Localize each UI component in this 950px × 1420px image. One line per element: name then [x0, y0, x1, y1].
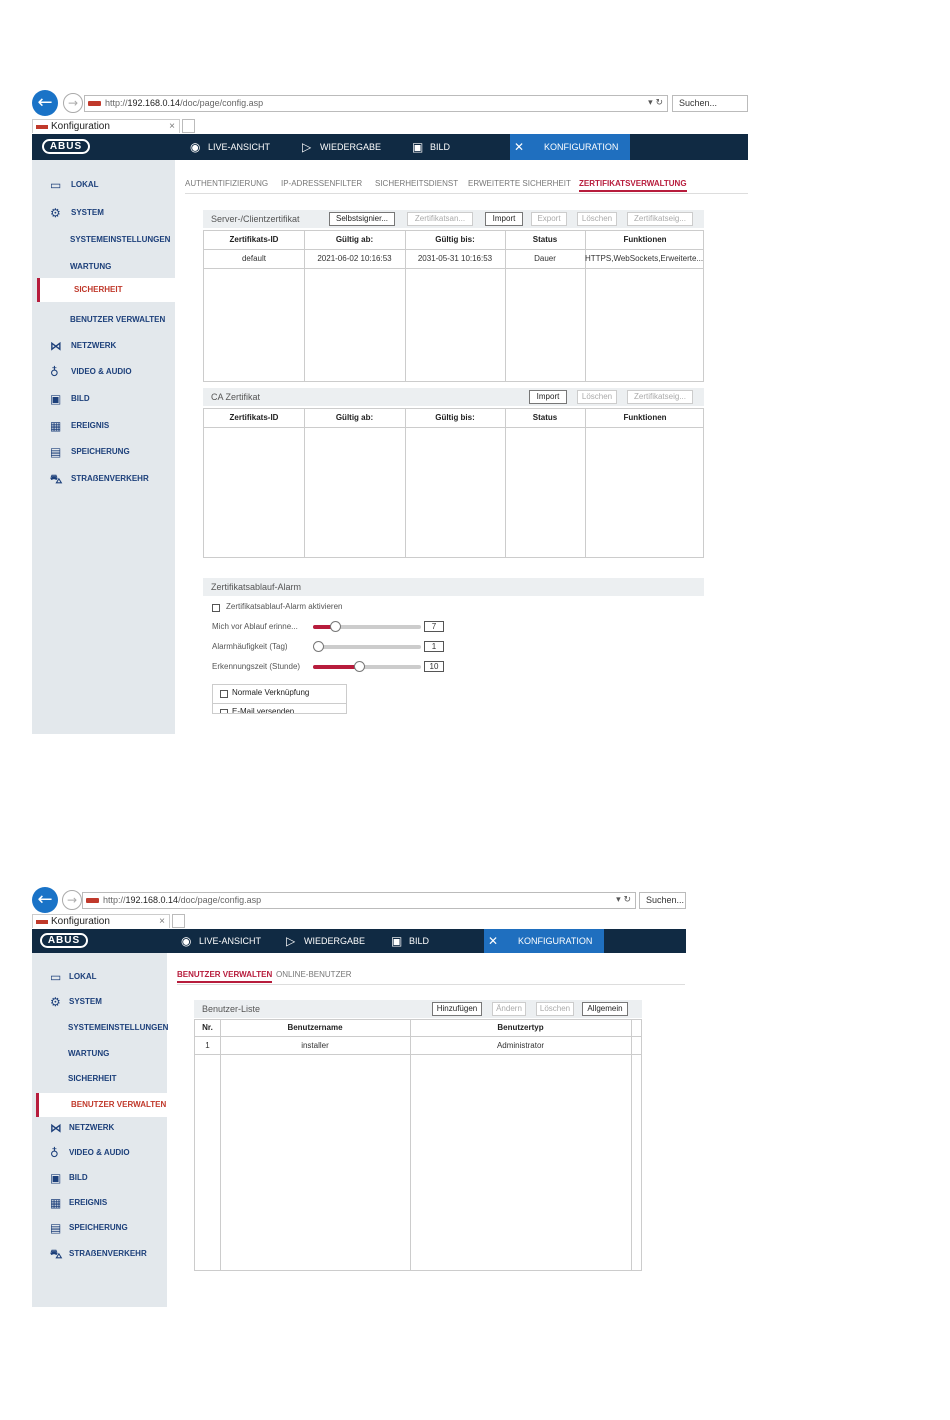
tab-zertifikatsverwaltung[interactable]: ZERTIFIKATSVERWALTUNG [579, 176, 687, 192]
nav-label: BILD [430, 142, 451, 152]
nav-bild[interactable] [387, 929, 429, 953]
cert-properties-button[interactable]: Zertifikatseig... [627, 212, 693, 226]
user-list-panel-header [194, 1000, 642, 1018]
ca-cert-table [203, 408, 704, 558]
edit-user-button[interactable]: Ändern [492, 1002, 526, 1016]
abus-logo: ABUS [40, 933, 88, 948]
monitor-icon: ▭ [50, 970, 62, 984]
sidebar-item-strassenverkehr[interactable] [32, 471, 175, 487]
sidebar-item-bild[interactable] [32, 1170, 167, 1186]
sidebar-item-sicherheit[interactable] [32, 1071, 167, 1087]
column-divider [585, 409, 586, 557]
url-field[interactable] [82, 892, 636, 909]
nav-label: KONFIGURATION [518, 936, 593, 946]
sidebar-item-system[interactable] [32, 994, 167, 1010]
column-divider [631, 1020, 632, 1270]
detection-time-value[interactable]: 10 [424, 661, 444, 672]
cert-request-button[interactable]: Zertifikatsan... [407, 212, 473, 226]
subtab-bar [177, 965, 685, 985]
favicon-icon [36, 920, 48, 924]
sidebar-item-speicherung[interactable] [32, 444, 175, 460]
column-header: Status [532, 413, 558, 422]
divider [213, 703, 346, 704]
tab-online-benutzer[interactable]: ONLINE-BENUTZER [276, 970, 352, 979]
cert-expiry-alarm-header: Zertifikatsablauf-Alarm [203, 578, 704, 596]
slider-knob[interactable] [354, 661, 365, 672]
nav-label: WIEDERGABE [320, 142, 382, 152]
column-header: Funktionen [623, 235, 667, 244]
row-divider [204, 427, 703, 428]
sidebar-item-label: VIDEO & AUDIO [69, 1148, 130, 1157]
calendar-icon: ▦ [50, 419, 62, 433]
play-icon: ▷ [302, 140, 312, 154]
tools-icon: ✕ [488, 934, 499, 948]
nav-label: WIEDERGABE [304, 936, 366, 946]
sidebar-item-label: LOKAL [71, 180, 99, 189]
remind-before-value[interactable]: 7 [424, 621, 444, 632]
url-field[interactable] [84, 95, 668, 112]
sidebar-item-label: WARTUNG [70, 262, 112, 271]
sidebar-item-label: SYSTEMEINSTELLUNGEN [70, 235, 171, 244]
nav-konfiguration[interactable] [484, 929, 604, 953]
ca-delete-button[interactable]: Löschen [577, 390, 617, 404]
network-icon: ⋈ [50, 1121, 62, 1135]
new-tab-icon[interactable] [182, 119, 195, 133]
alarm-frequency-label: Alarmhäufigkeit (Tag) [212, 642, 288, 651]
browser-tab-row [32, 119, 748, 133]
network-icon: ⋈ [50, 339, 62, 353]
slider-fill [313, 665, 359, 669]
sidebar-item-benutzer-verwalten[interactable] [32, 312, 175, 328]
car-icon: ⛍ [50, 472, 63, 486]
image-icon: ▣ [391, 934, 403, 948]
sidebar-item-benutzer-verwalten[interactable] [36, 1093, 169, 1117]
column-header: Nr. [202, 1023, 213, 1032]
abus-logo: ABUS [42, 139, 90, 154]
subtab-bar [185, 174, 748, 194]
delete-button[interactable]: Löschen [577, 212, 617, 226]
nav-label: LIVE-ANSICHT [208, 142, 271, 152]
user-table [194, 1019, 642, 1271]
screenshot-top [32, 92, 748, 734]
storage-icon: ▤ [50, 445, 62, 459]
image-icon: ▣ [412, 140, 424, 154]
sidebar-item-label: BILD [71, 394, 90, 403]
search-input[interactable]: Suchen... [639, 892, 686, 909]
enable-alarm-label: Zertifikatsablauf-Alarm aktivieren [226, 602, 343, 611]
remind-before-label: Mich vor Ablauf erinne... [212, 622, 298, 631]
column-divider [220, 1020, 221, 1270]
browser-tab-row [32, 914, 686, 928]
tab-sicherheitsdienst[interactable]: SICHERHEITSDIENST [375, 179, 459, 188]
sidebar-item-video-audio[interactable] [32, 1145, 167, 1161]
column-header: Zertifikats-ID [229, 413, 279, 422]
close-icon[interactable]: × [169, 121, 175, 132]
table-cell[interactable]: 2031-05-31 10:16:53 [417, 254, 493, 263]
gear-icon: ⚙ [50, 995, 61, 1009]
normal-linkage-checkbox[interactable] [220, 690, 228, 698]
column-divider [505, 409, 506, 557]
sidebar-item-label: NETZWERK [71, 341, 117, 350]
import-button[interactable]: Import [485, 212, 523, 226]
image-icon: ▣ [50, 392, 62, 406]
storage-icon: ▤ [50, 1221, 62, 1235]
sidebar-item-label: SYSTEM [71, 208, 104, 217]
sidebar-item-netzwerk[interactable] [32, 1120, 167, 1136]
slider-knob[interactable] [330, 621, 341, 632]
sidebar-item-label: NETZWERK [69, 1123, 115, 1132]
sidebar-item-label: STRAẞENVERKEHR [71, 474, 149, 483]
column-header: Gültig ab: [335, 235, 374, 244]
sidebar-item-label: WARTUNG [68, 1049, 110, 1058]
url-host: 192.168.0.14 [127, 98, 181, 108]
forward-arrow-icon[interactable]: → [62, 890, 82, 910]
self-signed-button[interactable]: Selbstsignier... [329, 212, 395, 226]
delete-user-button[interactable]: Löschen [536, 1002, 574, 1016]
table-cell[interactable]: HTTPS,WebSockets,Erweiterte... [585, 254, 704, 263]
sidebar-item-systemeinstellungen[interactable] [32, 1020, 167, 1036]
column-header: Gültig ab: [335, 413, 374, 422]
eye-icon: ◉ [190, 140, 201, 154]
sidebar-item-label: SYSTEM [69, 997, 102, 1006]
tab-benutzer-verwalten[interactable]: BENUTZER VERWALTEN [177, 967, 272, 983]
gear-icon: ⚙ [50, 206, 61, 220]
column-header: Zertifikats-ID [229, 235, 279, 244]
sidebar-item-sicherheit[interactable] [37, 278, 180, 302]
sidebar-item-bild[interactable] [32, 391, 175, 407]
add-user-button[interactable]: Hinzufügen [432, 1002, 482, 1016]
nav-label: LIVE-ANSICHT [199, 936, 262, 946]
column-header: Funktionen [623, 413, 667, 422]
favicon-icon [36, 125, 48, 129]
sidebar-item-ereignis[interactable] [32, 1195, 167, 1211]
enable-alarm-checkbox[interactable] [212, 604, 220, 612]
column-divider [410, 1020, 411, 1270]
server-cert-panel-header [203, 210, 704, 228]
nav-live-ansicht[interactable] [177, 929, 261, 953]
refresh-icon[interactable]: ▾ ↻ [648, 98, 663, 108]
refresh-icon[interactable]: ▾ ↻ [616, 895, 631, 905]
eye-icon: ◉ [181, 934, 192, 948]
url-prefix: http:// [103, 895, 126, 905]
browser-tab[interactable] [32, 914, 170, 928]
column-header: Status [532, 235, 558, 244]
column-divider [405, 409, 406, 557]
slider-knob[interactable] [313, 641, 324, 652]
sidebar-item-label: BENUTZER VERWALTEN [70, 315, 166, 324]
top-navigation [32, 929, 686, 953]
sidebar-item-label: SICHERHEIT [68, 1074, 117, 1083]
nav-label: BILD [409, 936, 430, 946]
sidebar-item-label: VIDEO & AUDIO [71, 367, 132, 376]
column-header: Gültig bis: [435, 235, 475, 244]
url-path: /doc/page/config.asp [178, 895, 262, 905]
linkage-options-box [212, 684, 347, 714]
url-prefix: http:// [105, 98, 128, 108]
forward-arrow-icon[interactable]: → [63, 93, 83, 113]
search-input[interactable]: Suchen... [672, 95, 748, 112]
table-cell[interactable]: Administrator [496, 1041, 545, 1050]
table-cell[interactable]: 1 [205, 1041, 210, 1050]
tab-erweiterte-sicherheit[interactable]: ERWEITERTE SICHERHEIT [468, 179, 571, 188]
row-divider [204, 268, 703, 269]
back-arrow-icon[interactable]: ← [32, 887, 58, 913]
column-header: Benutzertyp [497, 1023, 544, 1032]
monitor-icon: ▭ [50, 178, 62, 192]
sidebar-item-lokal[interactable] [32, 177, 175, 193]
new-tab-icon[interactable] [172, 914, 185, 928]
nav-label: KONFIGURATION [544, 142, 619, 152]
ca-cert-properties-button[interactable]: Zertifikatseig... [627, 390, 693, 404]
sidebar-item-label: SICHERHEIT [74, 285, 123, 294]
nav-bild[interactable] [408, 134, 450, 160]
top-navigation [32, 134, 748, 160]
tab-ip-adressenfilter[interactable]: IP-ADRESSENFILTER [281, 179, 363, 188]
sidebar-item-systemeinstellungen[interactable] [32, 232, 175, 248]
column-divider [304, 409, 305, 557]
car-icon: ⛍ [50, 1247, 63, 1261]
url-path: /doc/page/config.asp [180, 98, 264, 108]
sidebar-item-label: BILD [69, 1173, 88, 1182]
back-arrow-icon[interactable]: ← [32, 90, 58, 116]
panel-title: Benutzer-Liste [202, 1004, 261, 1014]
panel-title: Server-/Clientzertifikat [211, 214, 300, 224]
nav-wiedergabe[interactable] [298, 134, 381, 160]
sidebar-item-label: BENUTZER VERWALTEN [71, 1100, 167, 1109]
send-email-label: E-Mail versenden [232, 707, 295, 714]
sidebar [32, 160, 175, 734]
sidebar-item-label: EREIGNIS [71, 421, 110, 430]
tools-icon: ✕ [514, 140, 525, 154]
microphone-icon: ♁ [50, 1146, 59, 1160]
sidebar-item-strassenverkehr[interactable] [32, 1246, 167, 1262]
nav-live-ansicht[interactable] [186, 134, 270, 160]
ca-cert-panel-header [203, 388, 704, 406]
sidebar-item-label: LOKAL [69, 972, 97, 981]
nav-wiedergabe[interactable] [282, 929, 365, 953]
ca-import-button[interactable]: Import [529, 390, 567, 404]
general-button[interactable]: Allgemein [582, 1002, 628, 1016]
tab-authentifizierung[interactable]: AUTHENTIFIZIERUNG [185, 179, 269, 188]
nav-konfiguration[interactable] [510, 134, 630, 160]
image-icon: ▣ [50, 1171, 62, 1185]
sidebar-item-label: STRAẞENVERKEHR [69, 1249, 147, 1258]
table-cell[interactable]: Dauer [534, 254, 556, 263]
sidebar-item-wartung[interactable] [32, 259, 175, 275]
sidebar-item-wartung[interactable] [32, 1046, 167, 1062]
sidebar-item-label: SPEICHERUNG [69, 1223, 128, 1232]
browser-address-bar [32, 92, 748, 114]
server-cert-table [203, 230, 704, 382]
calendar-icon: ▦ [50, 1196, 62, 1210]
sidebar-item-lokal[interactable] [32, 969, 167, 985]
export-button[interactable]: Export [531, 212, 567, 226]
lock-icon [88, 101, 101, 106]
sidebar-item-speicherung[interactable] [32, 1220, 167, 1236]
url-host: 192.168.0.14 [125, 895, 179, 905]
sidebar [32, 953, 167, 1307]
play-icon: ▷ [286, 934, 296, 948]
sidebar-item-video-audio[interactable] [32, 364, 175, 380]
send-email-checkbox[interactable] [220, 709, 228, 714]
column-header: Benutzername [287, 1023, 343, 1032]
sidebar-item-netzwerk[interactable] [32, 338, 175, 354]
panel-title: CA Zertifikat [211, 392, 261, 402]
detection-time-slider[interactable] [313, 665, 421, 669]
sidebar-item-label: EREIGNIS [69, 1198, 108, 1207]
table-cell[interactable]: 2021-06-02 10:16:53 [317, 254, 392, 263]
remind-before-slider[interactable] [313, 625, 421, 629]
alarm-frequency-slider[interactable] [313, 645, 421, 649]
browser-tab-title: Konfiguration [51, 121, 110, 132]
browser-tab-title: Konfiguration [51, 916, 110, 927]
table-cell[interactable]: installer [301, 1041, 329, 1050]
microphone-icon: ♁ [50, 365, 59, 379]
browser-tab[interactable] [32, 119, 180, 133]
sidebar-item-system[interactable] [32, 205, 175, 221]
browser-address-bar [32, 889, 686, 911]
sidebar-item-label: SYSTEMEINSTELLUNGEN [68, 1023, 169, 1032]
table-cell[interactable]: default [241, 254, 267, 263]
close-icon[interactable]: × [159, 916, 165, 927]
detection-time-label: Erkennungszeit (Stunde) [212, 662, 301, 671]
sidebar-item-label: SPEICHERUNG [71, 447, 130, 456]
alarm-frequency-value[interactable]: 1 [424, 641, 444, 652]
normal-linkage-label: Normale Verknüpfung [232, 688, 310, 697]
screenshot-bottom [32, 889, 686, 1307]
lock-icon [86, 898, 99, 903]
sidebar-item-ereignis[interactable] [32, 418, 175, 434]
column-header: Gültig bis: [435, 413, 475, 422]
